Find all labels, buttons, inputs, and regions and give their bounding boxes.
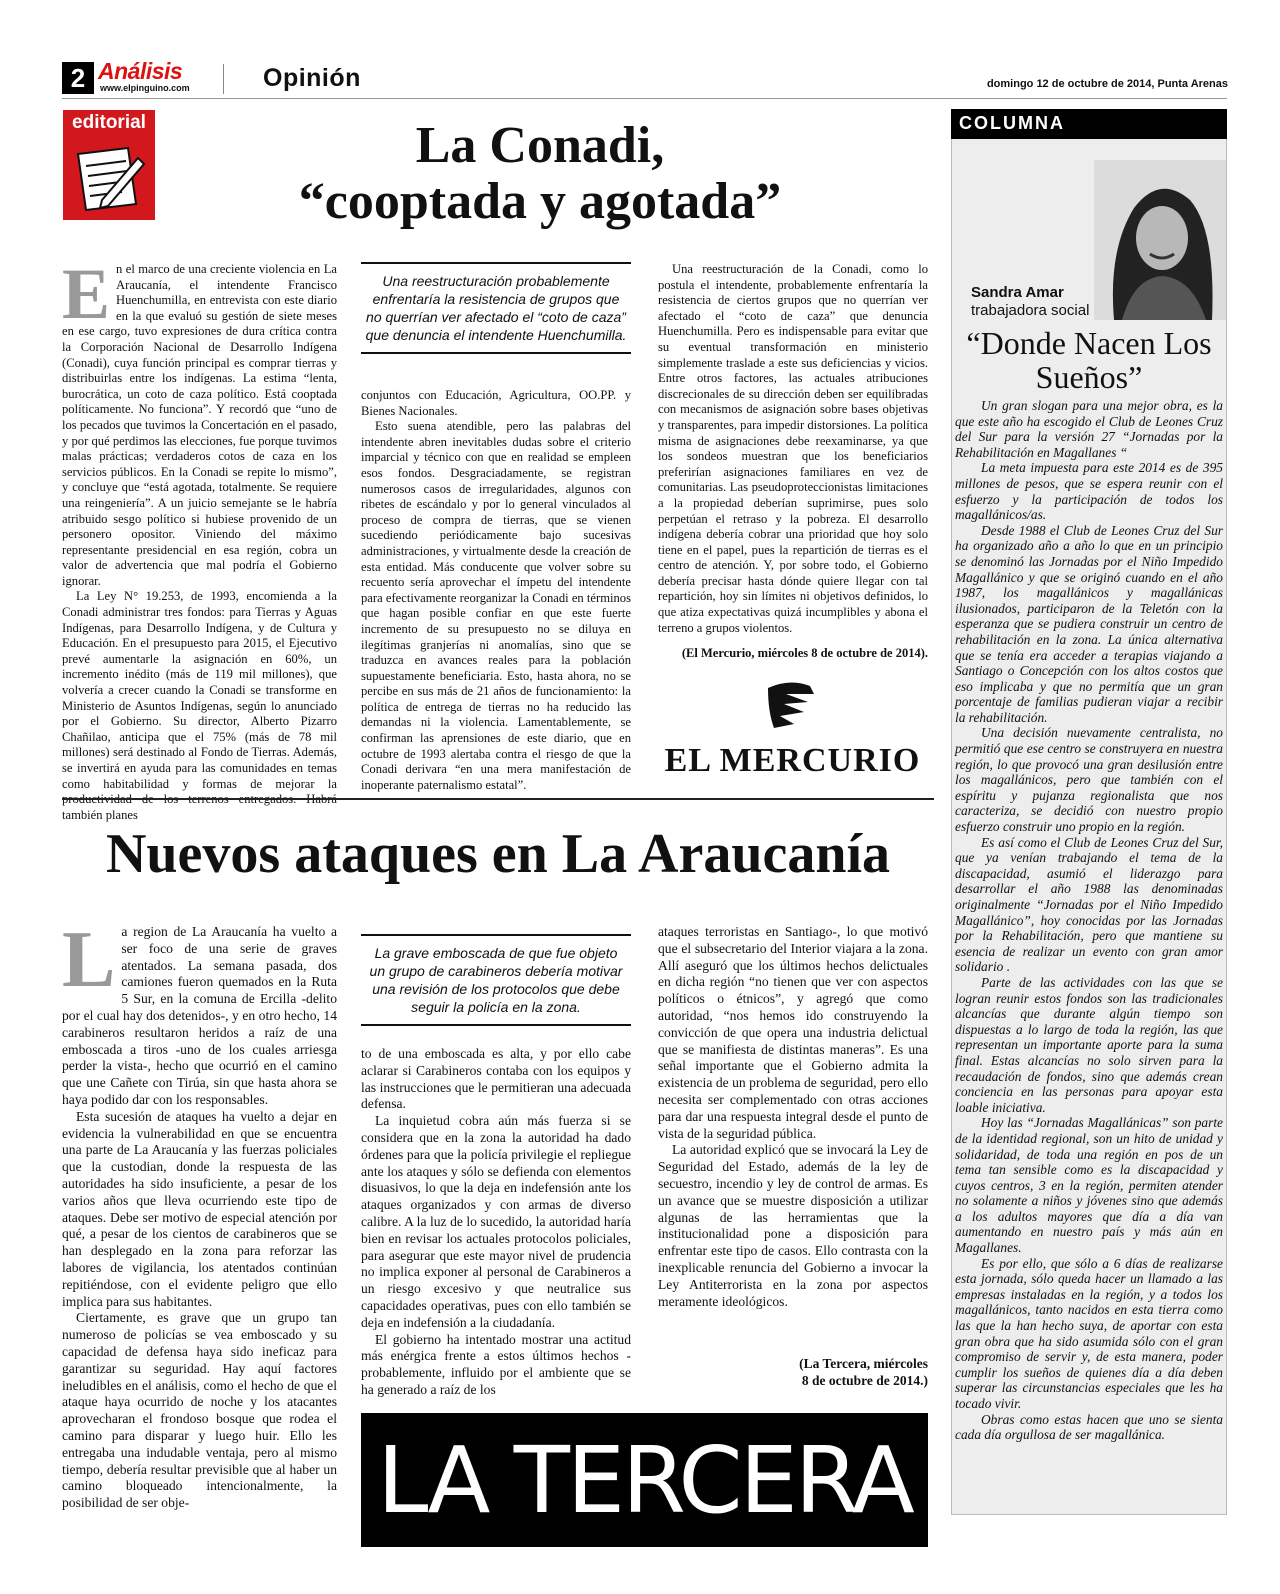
brand-url: www.elpinguino.com bbox=[100, 83, 190, 93]
headline-line-2: “cooptada y agotada” bbox=[298, 173, 782, 230]
brand-logo: Análisis bbox=[98, 58, 183, 84]
author-role: trabajadora social bbox=[971, 302, 1090, 319]
column-tab: COLUMNA bbox=[951, 109, 1227, 139]
author-name: Sandra Amar bbox=[971, 284, 1064, 301]
author-photo bbox=[1094, 160, 1226, 320]
paragraph: Desde 1988 el Club de Leones Cruz del Sur ha organizado año a año lo que en un principio se denominó las Jornadas por el Niño Impedido Magallánico y que se originó cuando en el año 1987, los magallánicos y magallánicas ilusionados, participaron de la Teletón con la esperanza que se pudiera construir un centro de rehabilitación en la zona. La única alternativa que se tenía era acceder a terapias viajando a Santiago o Concepción con los altos costos que eso implicaba y que no permitía que un gran porcentaje de familias pudieran viajar a recibir la rehabilitación. bbox=[955, 522, 1223, 725]
section-title: Opinión bbox=[263, 64, 361, 92]
el-mercurio-emblem bbox=[760, 678, 822, 740]
paragraph: La meta impuesta para este 2014 es de 395 millones de pesos, que se espera reunir con el esfuerzo y la participación de todos los magallánicos/as. bbox=[955, 460, 1223, 523]
paragraph: Hoy las “Jornadas Magallánicas” son parte de la identidad regional, son un hito de unidad y solidaridad, de toda una región en pos de un tema tan sensible como es la discapacidad y cuyos centros, 3 en la región, permiten atender no solamente a niños y jóvenes sino que además a los adultos mayores que día a día van aumentando en nuestro país y más aún en Magallanes. bbox=[955, 1115, 1223, 1256]
paragraph: to de una emboscada es alta, y por ello cabe aclarar si Carabineros contaba con los equipos y las instrucciones que le permitieran una adecuada defensa. bbox=[361, 1046, 631, 1112]
paragraph: Un gran slogan para una mejor obra, es la que este año ha escogido el Club de Leones Cruz del Sur para la versión 27 “Jornadas por la Rehabilitación en Magallanes “ bbox=[955, 398, 1223, 460]
header-divider bbox=[223, 64, 224, 94]
article-pullquote: La grave emboscada de que fue objeto un grupo de carabineros debería motivar una revisión de los protocolos que debe seguir la policía en la zona. bbox=[361, 934, 631, 1026]
credit-line-1: (La Tercera, miércoles bbox=[799, 1356, 928, 1371]
editorial-column-3 bbox=[658, 262, 928, 636]
pen-paper-icon bbox=[72, 140, 148, 216]
column-body bbox=[955, 398, 1223, 1443]
paragraph: Esto suena atendible, pero las palabras del intendente abren inevitables dudas sobre el criterio imparcial y técnico con que en realidad se empleen esos fondos. Desgraciadamente, se registran numerosos casos de irregularidades, algunos con ribetes de escándalo y por lo general vinculados al proceso de compra de tierras, que se vienen sucediendo periódicamente bajo sucesivas administraciones, y virtualmente desde la creación de esta entidad. Más conducente que volver sobre su recuento sería aprovechar el ímpetu del intendente para efectivamente reorganizar la Conadi en términos que hagan posible confiar en que este fuerte incremento de su presupuesto no se diluya en ilegítimas granjerías ni anomalías, sino que se traduzca en avances reales para la población supuestamente beneficiaria. Esto, hasta ahora, no se percibe en sus más de 21 años de funcionamiento: la política de entrega de tierras no ha reducido las demandas ni la violencia. Lamentablemente, se confirman las aprensiones de este diario, que en octubre de 1993 alertaba contra el riesgo de que la Conadi derivara “en una mera manifestación de inoperante paternalismo estatal”. bbox=[361, 419, 631, 792]
paragraph: El gobierno ha intentado mostrar una actitud más enérgica frente a estos últimos hechos -probablemente, influido por el ambiente que se ha generado a raíz de los bbox=[361, 1331, 631, 1397]
page-number: 2 bbox=[62, 62, 94, 94]
paragraph: a region de La Araucanía ha vuelto a ser foco de una serie de graves atentados. La semana pasada, dos camiones fueron quemados en la Ruta 5 Sur, en la comuna de Ercilla -delito por el cual hay dos detenidos-, y en otro hecho, 14 carabineros resultaron heridos a raíz de una emboscada a tiros -uno de los cuales arriesga perder la vista-, hecho que ocurrió en el camino que une Cañete con Tirúa, sin que hasta ahora se haya podido dar con los responsables. bbox=[62, 924, 337, 1107]
article-column-3 bbox=[658, 924, 928, 1310]
paragraph: Es por ello, que sólo a 6 días de realizarse esta jornada, sólo queda hacer un llamado a las empresas instaladas en la región, y a todos los magallánicos, tanto nacidos en esta tierra como las que la han hecho suya, de aportar con esta gran obra que ha sido asumida sólo con el gran compromiso de servir y, de esta manera, poder cumplir los sueños de quienes día a día deben superar las circunstancias especiales que les ha tocado vivir. bbox=[955, 1255, 1223, 1411]
paragraph: Ciertamente, es grave que un grupo tan numeroso de policías se vea emboscado y su capacidad de defensa haya sido ineficaz para garantizar su seguridad. Hay aquí factores ineludibles en el análisis, como el hecho de que el ataque haya ocurrido de noche y los atacantes aprovecharan el frondoso bosque que rodea el camino para disparar y luego huir. Ello les entregaba una indudable ventaja, pero al mismo tiempo, debería resultar previsible que al haber un camino bloqueado intencionalmente, la posibilidad de ser obje- bbox=[62, 1310, 337, 1511]
paragraph: ataques terroristas en Santiago-, lo que motivó que el subsecretario del Interior viajara a la zona. Allí aseguró que los últimos hechos delictuales en dicha región “no tienen que ver con aspectos políticos o étnicos”, y agregó que como autoridad, “nos hemos ido construyendo la convicción de que opera una industria delictual que se manifiesta de distintas maneras”. Es una señal importante que el Gobierno admita la existencia de un problema de seguridad, pero ello necesita ser complementado con otras acciones para dar una respuesta integral desde el punto de vista de la seguridad pública. bbox=[658, 924, 928, 1141]
article-headline: Nuevos ataques en La Araucanía bbox=[105, 823, 891, 885]
editorial-column-2 bbox=[361, 388, 631, 793]
editorial-badge-label: editorial bbox=[72, 112, 146, 133]
article-column-2 bbox=[361, 1046, 631, 1399]
paragraph: Parte de las actividades con las que se logran reunir estos fondos son las tradicionales alcancías que durante algún tiempo son dispuestas a lo largo de toda la región, las que representan un importante aporte para la suma final. Estas alcancías no solo sirven para la recaudación de fondos, sino que además crean conciencia en las personas para apoyar esta loable iniciativa. bbox=[955, 974, 1223, 1115]
editorial-headline bbox=[170, 118, 910, 230]
el-mercurio-logo: EL MERCURIO bbox=[664, 742, 921, 779]
dateline: domingo 12 de octubre de 2014, Punta Arenas bbox=[986, 78, 1228, 90]
paragraph: Una decisión nuevamente centralista, no permitió que ese centro se construyera en nuestra región, lo que provocó una gran desilusión entre los magallánicos, pero que también con el espíritu y pujanza regionalista que nos caracteriza, se decidió con nuestro propio esfuerzo construir uno propio en la región. bbox=[955, 725, 1223, 835]
drop-cap: L bbox=[62, 916, 116, 1004]
article-column-1 bbox=[62, 916, 337, 1512]
editorial-credit: (El Mercurio, miércoles 8 de octubre de 2014). bbox=[681, 646, 928, 660]
article-credit bbox=[658, 1355, 928, 1389]
editorial-pullquote: Una reestructuración probablemente enfrentaría la resistencia de grupos que no querrían ver afectado el “coto de caza” que denuncia el intendente Huenchumilla. bbox=[361, 262, 631, 354]
column-title: “Donde Nacen Los Sueños” bbox=[966, 325, 1212, 395]
paragraph: Una reestructuración de la Conadi, como lo postula el intendente, probablemente enfrentaría la resistencia de ciertos grupos que no querrían ver afectado el “coto de caza” que denuncia Huenchumilla. Pero es indispensable para evitar que su eventual transformación en ministerio simplemente traslade a este sus deficiencias y vicios. Entre otros factores, las actuales atribuciones discrecionales de su dirección deben ser equilibradas con mecanismos de asignación sobre bases objetivas y transparentes, para impedir distorsiones. La política misma de asignaciones debe reexaminarse, ya que los sondeos muestran que los beneficiarios preferirían asignaciones familiares en vez de comunitarias. Las pseudoproteccionistas limitaciones a la propiedad deberían suprimirse, pues solo perpetúan el retraso y la pobreza. El desarrollo indígena debería cobrar una prioridad que hoy solo tiene en el papel, pues la repartición de tierras es el centro de atención. Y, por sobre todo, el Gobierno debería precisar hasta dónde quiere llegar con tal repartición, hoy sin límites ni objetivos definidos, lo que atiza expectativas quizá incumplibles y abona el terreno a grupos violentos. bbox=[658, 262, 928, 635]
paragraph: Obras como estas hacen que uno se sienta cada día orgullosa de ser magallánica. bbox=[955, 1411, 1223, 1443]
paragraph: Es así como el Club de Leones Cruz del Sur, que ya venían trabajando el tema de la discapacidad, asumió el liderazgo para desarrollar el año 1988 las denominadas originalmente “Jornadas por el Niño Impedido Magallánico”, hoy conocidas por las Jornadas por la Rehabilitación, pero que mantiene su esencia de realizar un evento con gran amor solidario . bbox=[955, 834, 1223, 975]
paragraph: La inquietud cobra aún más fuerza si se considera que en la zona la autoridad ha dado órdenes para que la policía privilegie el repliegue ante los ataques y sólo se defienda con elementos disuasivos, lo que la deja en indefensión ante los ataques organizados y con armas de diverso calibre. A la luz de lo sucedido, la autoridad haría bien en revisar los actuales protocolos policiales, para asegurar que este mayor nivel de prudencia no implica exponer al personal de Carabineros a un riesgo excesivo y que neutralice sus capacidades operativas, pues con ello también se deja en indefensión a la ciudadanía. bbox=[361, 1113, 631, 1330]
drop-cap: E bbox=[62, 254, 111, 334]
headline-line-1: La Conadi, bbox=[415, 117, 665, 174]
paragraph: n el marco de una creciente violencia en La Araucanía, el intendente Francisco Huenchumilla, en entrevista con este diario en la que evaluó su gestión de siete meses en ese cargo, tuvo expresiones de dura crítica contra la Corporación Nacional de Desarrollo Indígena (Conadi), cuya función principal es comprar tierras y distribuirlas entre los indígenas. La estima “lenta, burocrática, un coto de caza político. Está cooptada políticamente. No funciona”. Y recordó que “uno de los pecados que tuvimos la Concertación en el pasado, y por qué perdimos las elecciones, fue porque tuvimos malas prácticas; verdaderos cotos de caza en los servicios públicos. En la Conadi se repite lo mismo”, y concluye que “está agotada, totalmente. Se requiere una reingeniería”. A un juicio semejante se le habría atribuido sesgo político si hubiese provenido de un personero opositor. Viniendo del máximo representante presidencial en esa región, cobra un valor de advertencia que mal podría el Gobierno ignorar. bbox=[62, 262, 337, 588]
paragraph: conjuntos con Educación, Agricultura, OO.PP. y Bienes Nacionales. bbox=[361, 388, 631, 418]
editorial-column-1 bbox=[62, 254, 337, 823]
credit-line-2: 8 de octubre de 2014.) bbox=[801, 1373, 928, 1388]
la-tercera-logo: LA TERCERA bbox=[361, 1413, 928, 1547]
paragraph: La autoridad explicó que se invocará la Ley de Seguridad del Estado, además de la ley de secuestro, incendio y ley de control de armas. Es un avance que se muestre disposición a utilizar algunas de las herramientas que la institucionalidad pone a disposición para enfrentar este tipo de casos. Ello contrasta con la inexplicable renuncia del Gobierno a invocar la Ley Antiterrorista en la zona por aspectos meramente ideológicos. bbox=[658, 1142, 928, 1309]
paragraph: La Ley N° 19.253, de 1993, encomienda a la Conadi administrar tres fondos: para Tierras y Aguas Indígenas, para Desarrollo Indígena, y de Cultura y Educación. En el presupuesto para 2015, el Ejecutivo prevé aumentarle la asignación en 60%, un incremento inédito (más de 119 mil millones), que volvería a crecer cuando la Conadi se transforme en Ministerio de Asuntos Indígenas, según lo anunciado por el Gobierno. Su director, Alberto Pizarro Chañilao, anticipa que el 75% (más de 78 mil millones) será destinado al Fondo de Tierras. Además, se invertirá en ayuda para las comunidades en temas como habitabilidad y formas de mejorar la también planes bbox=[62, 589, 337, 822]
header-rule bbox=[62, 98, 1227, 99]
section-divider bbox=[62, 798, 934, 800]
paragraph: Esta sucesión de ataques ha vuelto a dejar en evidencia la vulnerabilidad en que se encuentra una parte de La Araucanía y las fuerzas policiales que la custodian, donde la respuesta de las autoridades ha sido insuficiente, a pesar de los varios años que lleva ocurriendo este tipo de ataques. Debe ser motivo de especial atención por qué, a pesar de los cientos de carabineros que se han desplegado en la zona para reforzar las labores de vigilancia, los atentados continúan repitiéndose, con el evidente peligro que ello implica para sus habitantes. bbox=[62, 1108, 337, 1309]
